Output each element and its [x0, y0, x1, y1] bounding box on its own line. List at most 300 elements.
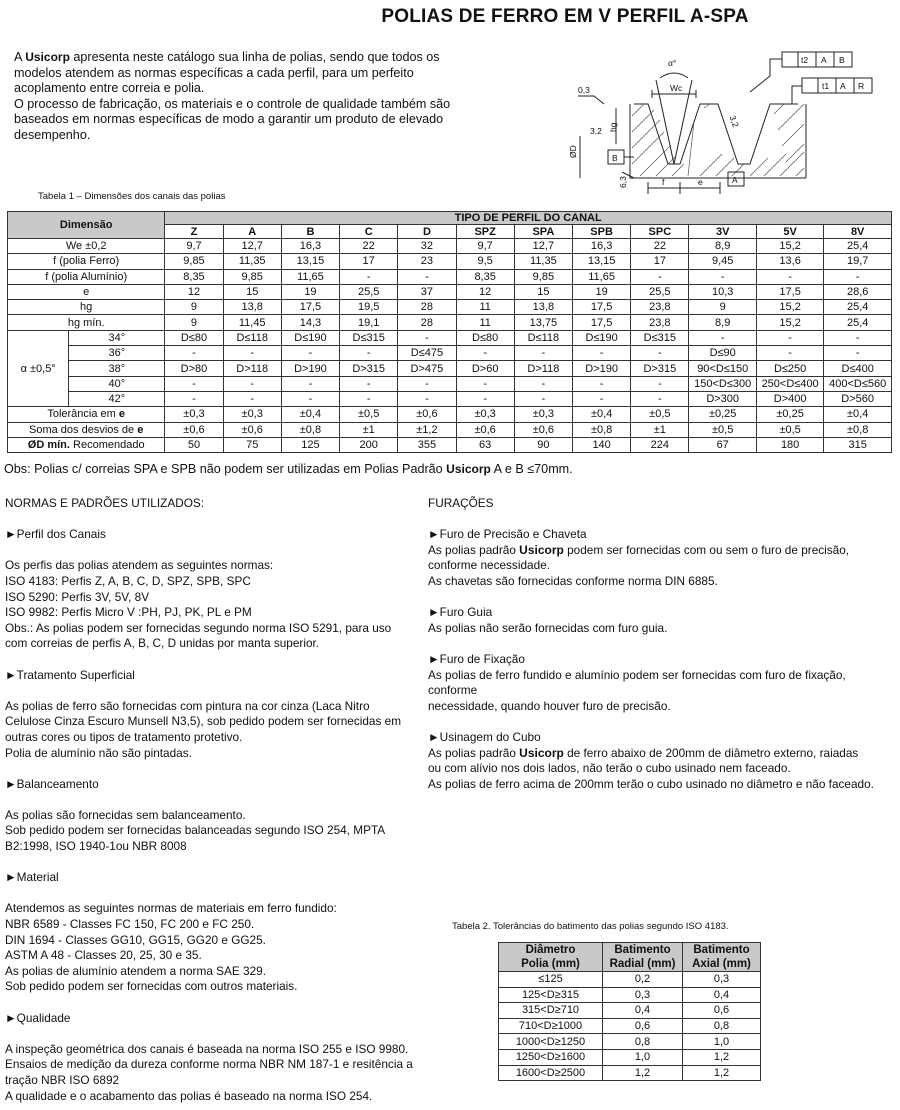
table-cell: 32 [398, 239, 456, 254]
diagram-label: B [612, 153, 618, 163]
table-row [8, 300, 892, 315]
section-body-fixing-bore [428, 668, 898, 715]
table-cell: ≤125 [499, 972, 603, 988]
text-line: Polia de alumínio não são pintadas. [5, 745, 192, 760]
table-cell: 25,4 [824, 300, 892, 315]
table-cell: 11,65 [573, 269, 631, 284]
table-cell: - [340, 391, 398, 406]
table-cell: 14,3 [281, 315, 339, 330]
table-cell: 8,35 [456, 269, 514, 284]
text-line: com correias de perfis A, B, C, D unidas por manta superior. [5, 636, 320, 651]
section-body-groove-profile [5, 558, 420, 652]
table-cell: ±0,5 [756, 422, 823, 437]
table-cell: D>300 [689, 391, 756, 406]
obs-text-end: A e B ≤70mm. [490, 462, 573, 476]
table-cell: D>400 [756, 391, 823, 406]
table-cell: 1,2 [683, 1065, 761, 1081]
table-cell: 19,7 [824, 254, 892, 269]
table-cell: ±0,3 [223, 407, 281, 422]
text-line: As polias de ferro são fornecidas com pintura na cor cinza (Laca Nitro [5, 698, 370, 713]
table-cell: D>60 [456, 361, 514, 376]
table-cell: 9 [165, 315, 223, 330]
table-cell: 9,7 [165, 239, 223, 254]
table-cell: 23,8 [631, 315, 689, 330]
section-body-surface-treatment [5, 699, 420, 761]
table-cell: - [631, 391, 689, 406]
table-cell: D≤475 [398, 346, 456, 361]
column-header: Z [165, 225, 223, 239]
column-header: A [223, 225, 281, 239]
text-line: As chavetas são fornecidas conforme norma DIN 6885. [428, 573, 718, 588]
table-cell: ±0,4 [281, 407, 339, 422]
table2-caption: Tabela 2. Tolerâncias do batimento das polias segundo ISO 4183. [452, 921, 729, 932]
column-header: Diâmetro Polia (mm) [499, 943, 603, 972]
table-cell: 10,3 [689, 284, 756, 299]
table-cell: 11,35 [514, 254, 572, 269]
table-cell: D>80 [165, 361, 223, 376]
section-body-hub-machining [428, 761, 898, 792]
section-title-hub-machining: ►Usinagem do Cubo [428, 729, 541, 744]
section-title-surface-treatment: ►Tratamento Superficial [5, 667, 135, 682]
table-cell: 11,35 [223, 254, 281, 269]
table-row [8, 437, 892, 452]
bores-column [428, 496, 898, 792]
section-text: As polias padrão [428, 745, 520, 760]
table-cell: 355 [398, 437, 456, 452]
dimension-header: Dimensão [8, 212, 165, 239]
table-row [499, 1034, 761, 1050]
table-cell: 28 [398, 315, 456, 330]
angle-value: 40° [69, 376, 165, 391]
table-cell: 150<D≤300 [689, 376, 756, 391]
table-cell: D>190 [281, 361, 339, 376]
table-cell: - [165, 391, 223, 406]
table-row [8, 407, 892, 422]
column-header: SPZ [456, 225, 514, 239]
table-cell: 9,5 [456, 254, 514, 269]
angle-value: 38° [69, 361, 165, 376]
table-cell: ±1 [340, 422, 398, 437]
table-row [8, 330, 892, 345]
table-cell: ±0,6 [165, 422, 223, 437]
section-title-precision-bore: ►Furo de Precisão e Chaveta [428, 527, 587, 542]
table-cell: 1600<D≥2500 [499, 1065, 603, 1081]
section-body-balancing [5, 808, 420, 855]
table-cell: ±0,3 [456, 407, 514, 422]
table-cell: - [824, 330, 892, 345]
table-cell: 19,5 [340, 300, 398, 315]
diagram-label: hg [608, 122, 618, 132]
table-cell: 17,5 [281, 300, 339, 315]
profile-type-header: TIPO DE PERFIL DO CANAL [165, 212, 892, 225]
table-cell: ±0,5 [689, 422, 756, 437]
text-line: tração NBR ISO 6892 [5, 1072, 120, 1087]
table-cell: - [165, 346, 223, 361]
table-cell: 125<D≥315 [499, 987, 603, 1003]
table-cell: - [398, 269, 456, 284]
table-cell: 23 [398, 254, 456, 269]
text-line: ISO 5290: Perfis 3V, 5V, 8V [5, 589, 150, 604]
table-cell: ±0,4 [573, 407, 631, 422]
table-cell: D≤190 [573, 330, 631, 345]
table-cell: ±1,2 [398, 422, 456, 437]
table-cell: - [573, 391, 631, 406]
section-title-fixing-bore: ►Furo de Fixação [428, 651, 525, 666]
text-line: ou com alívio nos dois lados, não terão o cubo usinado nem faceado. [428, 761, 791, 776]
table-cell: 19,1 [340, 315, 398, 330]
column-header: B [281, 225, 339, 239]
table-cell: 12 [456, 284, 514, 299]
table-cell: D≤315 [631, 330, 689, 345]
table-row [499, 972, 761, 988]
table-cell: 1000<D≥1250 [499, 1034, 603, 1050]
table-cell: - [514, 391, 572, 406]
table-cell: ±0,8 [824, 422, 892, 437]
angle-value: 34° [69, 330, 165, 345]
table-cell: 13,8 [514, 300, 572, 315]
table-cell: 0,4 [683, 987, 761, 1003]
table-cell: D≤118 [223, 330, 281, 345]
angle-value: 36° [69, 346, 165, 361]
table-row [8, 376, 892, 391]
brand-name: Usicorp [25, 50, 70, 64]
table-cell: 17,5 [756, 284, 823, 299]
text-line: necessidade, quando houver furo de precisão. [428, 698, 671, 713]
table-cell: 25,4 [824, 315, 892, 330]
table-cell: 28,6 [824, 284, 892, 299]
table-cell: - [824, 346, 892, 361]
groove-dimensions-table [7, 211, 892, 453]
diagram-label: 0,3 [578, 85, 590, 95]
diagram-label: 3,2 [727, 114, 741, 129]
table-cell: - [631, 346, 689, 361]
intro-paragraph [14, 50, 464, 144]
table-cell: 9,85 [514, 269, 572, 284]
section-title-groove-profile: ►Perfil dos Canais [5, 527, 106, 542]
table-row [8, 346, 892, 361]
table-cell: 67 [689, 437, 756, 452]
page-title: POLIAS DE FERRO EM V PERFIL A-SPA [381, 6, 749, 27]
table-cell: ±0,4 [824, 407, 892, 422]
table-cell: 1250<D≥1600 [499, 1049, 603, 1065]
table-cell: 90<D≤150 [689, 361, 756, 376]
table-cell: 9,7 [456, 239, 514, 254]
standards-heading: NORMAS E PADRÕES UTILIZADOS: [5, 496, 205, 510]
table-cell: 12,7 [514, 239, 572, 254]
table1-caption: Tabela 1 – Dimensões dos canais das polias [38, 191, 226, 202]
table-cell: 0,3 [683, 972, 761, 988]
table-cell: 15,2 [756, 315, 823, 330]
table-cell: 17,5 [573, 300, 631, 315]
table-cell: - [223, 376, 281, 391]
row-label: ØD mín. Recomendado [8, 437, 165, 452]
table-cell: 0,8 [683, 1018, 761, 1034]
section-text: podem ser fornecidas com ou sem o furo de precisão, [563, 542, 850, 557]
table-cell: 22 [340, 239, 398, 254]
table-cell: 13,6 [756, 254, 823, 269]
table-cell: 0,6 [603, 1018, 683, 1034]
diagram-label: e [698, 177, 703, 187]
column-header: Batimento Radial (mm) [603, 943, 683, 972]
table-cell: - [689, 330, 756, 345]
section-body-precision-bore [428, 558, 898, 589]
table-cell: 1,2 [683, 1049, 761, 1065]
section-body-pilot-bore [428, 621, 898, 637]
table-cell: 13,15 [573, 254, 631, 269]
table-row [499, 1049, 761, 1065]
table-cell: 37 [398, 284, 456, 299]
table-cell: D>118 [514, 361, 572, 376]
section-title-pilot-bore: ►Furo Guia [428, 605, 493, 620]
diagram-label: A [732, 175, 738, 185]
table-cell: D≤80 [165, 330, 223, 345]
row-label: f (polia Ferro) [8, 254, 165, 269]
table-cell: D>190 [573, 361, 631, 376]
bores-heading: FURAÇÕES [428, 496, 494, 510]
table-cell: - [631, 376, 689, 391]
table-cell: 9 [165, 300, 223, 315]
text-line: outras cores ou tipos de tratamento protetivo. [5, 729, 243, 744]
table-cell: D>560 [824, 391, 892, 406]
standards-column [5, 496, 420, 1104]
text-line: As polias de alumínio atendem a norma SAE 329. [5, 963, 266, 978]
table-cell: 8,9 [689, 315, 756, 330]
table-cell: 13,75 [514, 315, 572, 330]
table-cell: - [756, 269, 823, 284]
obs-note [4, 462, 573, 476]
table-cell: 0,2 [603, 972, 683, 988]
table-cell: ±0,25 [689, 407, 756, 422]
table-cell: ±0,8 [573, 422, 631, 437]
diagram-label: 6,3 [618, 176, 628, 188]
groove-profile-diagram [560, 46, 890, 198]
table-cell: ±0,3 [165, 407, 223, 422]
angle-label: α ±0,5° [8, 330, 69, 406]
row-label: hg mín. [8, 315, 165, 330]
row-label: We ±0,2 [8, 239, 165, 254]
table-cell: 9 [689, 300, 756, 315]
table-cell: D>118 [223, 361, 281, 376]
text-line: Ensaios de medição da dureza conforme norma NBR NM 187-1 e resitência a [5, 1057, 413, 1072]
table-cell: 15 [223, 284, 281, 299]
column-header: Batimento Axial (mm) [683, 943, 761, 972]
table-cell: D≤315 [340, 330, 398, 345]
table-row [8, 239, 892, 254]
table-row [499, 1065, 761, 1081]
brand-name: Usicorp [519, 542, 564, 557]
table-cell: 25,5 [631, 284, 689, 299]
text-line: As polias são fornecidas sem balanceamento. [5, 807, 246, 822]
table-row [8, 254, 892, 269]
column-header: SPC [631, 225, 689, 239]
section-text: As polias padrão [428, 542, 520, 557]
table-cell: 25,5 [340, 284, 398, 299]
table-cell: - [398, 391, 456, 406]
section-title-material: ►Material [5, 870, 59, 885]
text-line: Os perfis das polias atendem as seguintes normas: [5, 558, 274, 573]
table-cell: - [824, 269, 892, 284]
table-cell: ±0,6 [456, 422, 514, 437]
table-cell: D≤90 [689, 346, 756, 361]
table-row [8, 422, 892, 437]
diagram-label: Wc [670, 83, 683, 93]
table-cell: D≤118 [514, 330, 572, 345]
table-cell: 9,85 [165, 254, 223, 269]
table-cell: 1,0 [683, 1034, 761, 1050]
table-cell: 1,0 [603, 1049, 683, 1065]
row-label: Tolerância em e [8, 407, 165, 422]
table-row [8, 284, 892, 299]
table-cell: 710<D≥1000 [499, 1018, 603, 1034]
table-cell: 23,8 [631, 300, 689, 315]
table-cell: 15,2 [756, 239, 823, 254]
table-cell: - [398, 376, 456, 391]
table-row [8, 269, 892, 284]
table-cell: 1,2 [603, 1065, 683, 1081]
table-cell: - [281, 391, 339, 406]
text-line: A inspeção geométrica dos canais é baseada na norma ISO 255 e ISO 9980. [5, 1041, 409, 1056]
text-line: As polias de ferro acima de 200mm terão o cubo usinado no diâmetro e não faceado. [428, 776, 874, 791]
table-cell: - [456, 391, 514, 406]
section-title-quality: ►Qualidade [5, 1010, 71, 1025]
table-cell: D>315 [631, 361, 689, 376]
column-header: D [398, 225, 456, 239]
table-cell: 400<D≤560 [824, 376, 892, 391]
column-header: SPB [573, 225, 631, 239]
table-cell: D>315 [340, 361, 398, 376]
table-cell: ±0,25 [756, 407, 823, 422]
table-cell: - [689, 269, 756, 284]
table-cell: 50 [165, 437, 223, 452]
text-line: Atendemos as seguintes normas de materiais em ferro fundido: [5, 901, 337, 916]
table-cell: - [398, 330, 456, 345]
table-cell: ±0,6 [398, 407, 456, 422]
table-cell: 11 [456, 300, 514, 315]
row-label: e [8, 284, 165, 299]
row-label: Soma dos desvios de e [8, 422, 165, 437]
brand-name: Usicorp [446, 462, 491, 476]
diagram-label: R [858, 81, 865, 91]
table-cell: ±0,5 [340, 407, 398, 422]
table-cell: - [456, 346, 514, 361]
table-cell: 200 [340, 437, 398, 452]
table-cell: 0,4 [603, 1003, 683, 1019]
table-cell: - [631, 269, 689, 284]
table-cell: ±0,3 [514, 407, 572, 422]
table-cell: 9,85 [223, 269, 281, 284]
table-cell: 9,45 [689, 254, 756, 269]
table-cell: 224 [631, 437, 689, 452]
table-cell: 25,4 [824, 239, 892, 254]
column-header: 5V [756, 225, 823, 239]
text-line: NBR 6589 - Classes FC 150, FC 200 e FC 250. [5, 917, 255, 932]
table-cell: 28 [398, 300, 456, 315]
table-cell: ±0,8 [281, 422, 339, 437]
table-row [499, 987, 761, 1003]
text-line: B2:1998, ISO 1940-1ou NBR 8008 [5, 839, 187, 854]
diagram-label: f [662, 177, 665, 187]
diagram-label: t2 [801, 55, 809, 65]
text-line: Sob pedido podem ser fornecidas balanceadas segundo ISO 254, MPTA [5, 823, 386, 838]
column-header: SPA [514, 225, 572, 239]
text-line: As polias de ferro fundido e alumínio podem ser fornecidas com furo de fixação, conforme [428, 667, 846, 698]
table-cell: 11,45 [223, 315, 281, 330]
table-cell: - [514, 376, 572, 391]
table-cell: 22 [631, 239, 689, 254]
column-header: 3V [689, 225, 756, 239]
table-cell: 75 [223, 437, 281, 452]
diagram-label: ØD [568, 145, 578, 158]
row-label: hg [8, 300, 165, 315]
table-cell: 8,35 [165, 269, 223, 284]
angle-value: 42° [69, 391, 165, 406]
table-cell: - [281, 346, 339, 361]
table-cell: 13,8 [223, 300, 281, 315]
table-cell: 17,5 [573, 315, 631, 330]
diagram-label: A [840, 81, 846, 91]
text-line: DIN 1694 - Classes GG10, GG15, GG20 e GG25. [5, 932, 266, 947]
text-line: Obs.: As polias podem ser fornecidas segundo norma ISO 5291, para uso [5, 620, 392, 635]
table-cell: - [223, 346, 281, 361]
diagram-label: α° [668, 58, 677, 68]
intro-text-2: O processo de fabricação, os materiais e o controle de qualidade também são baseados em normas específicas de modo a garantir um produto de elevado desempenho. [14, 96, 451, 142]
table-cell: 17 [631, 254, 689, 269]
table-cell: D≤400 [824, 361, 892, 376]
section-body-quality [5, 1042, 420, 1104]
table-cell: 17 [340, 254, 398, 269]
brand-name: Usicorp [519, 745, 564, 760]
table-cell: ±0,6 [223, 422, 281, 437]
table-row [8, 315, 892, 330]
table-cell: 315<D≥710 [499, 1003, 603, 1019]
section-title-balancing: ►Balanceamento [5, 776, 99, 791]
table-row [8, 391, 892, 406]
table-cell: - [281, 376, 339, 391]
table-cell: 19 [281, 284, 339, 299]
diagram-label: t1 [822, 81, 830, 91]
table-row [499, 1018, 761, 1034]
text-line: ISO 4183: Perfis Z, A, B, C, D, SPZ, SPB, SPC [5, 573, 251, 588]
table-cell: 11 [456, 315, 514, 330]
table-cell: 0,6 [683, 1003, 761, 1019]
section-text: de ferro abaixo de 200mm de diâmetro externo, raiadas [563, 745, 859, 760]
table-cell: - [456, 376, 514, 391]
column-header: 8V [824, 225, 892, 239]
table-cell: 16,3 [573, 239, 631, 254]
table-cell: 12 [165, 284, 223, 299]
table-cell: 0,3 [603, 987, 683, 1003]
intro-text: apresenta neste catálogo sua linha de polias, sendo que todos os modelos atendem as normas específicas a cada perfil, para um perfeito acoplamento entre correia e polia. [14, 50, 440, 96]
table-cell: 0,8 [603, 1034, 683, 1050]
text-line: A qualidade e o acabamento das polias é baseado na norma ISO 254. [5, 1088, 373, 1103]
table-cell: - [573, 346, 631, 361]
table-row [8, 361, 892, 376]
table-cell: - [514, 346, 572, 361]
intro-lead: A [14, 50, 26, 64]
table-cell: - [340, 376, 398, 391]
row-label: f (polia Alumínio) [8, 269, 165, 284]
table-cell: 8,9 [689, 239, 756, 254]
table-cell: ±0,5 [631, 407, 689, 422]
table-cell: - [165, 376, 223, 391]
table-cell: D≤250 [756, 361, 823, 376]
obs-text: Obs: Polias c/ correias SPA e SPB não podem ser utilizadas em Polias Padrão [4, 462, 447, 476]
text-line: As polias não serão fornecidas com furo guia. [428, 620, 668, 635]
diagram-label: A [821, 55, 827, 65]
text-line: Celulose Cinza Escuro Munsell N3,5), sob pedido podem ser fornecidas em [5, 714, 402, 729]
table-row [499, 1003, 761, 1019]
column-header: C [340, 225, 398, 239]
